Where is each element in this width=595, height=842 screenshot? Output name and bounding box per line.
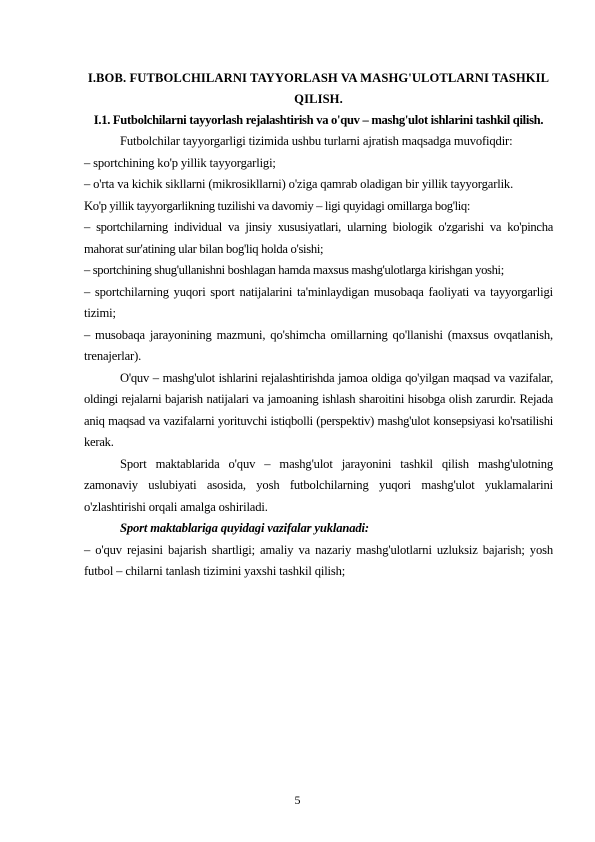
list-item: – sportchining ko'p yillik tayyorgarligi; [84, 155, 276, 170]
list-item: – musobaqa jarayonining mazmuni, qo'shimcha omillarning qo'llanishi (maxsus ovqatlanish, trenajerlar). [84, 327, 553, 363]
list-item: – sportchining shug'ullanishni boshlagan hamda maxsus mashg'ulotlarga kirishgan yoshi; [84, 263, 504, 277]
chapter-title: I.BOB. FUTBOLCHILARNI TAYYORLASH VA MASHG'ULOTLARNI TASHKIL QILISH. [87, 71, 550, 106]
list-item: – sportchilarning individual va jinsiy xususiyatlari, ularning biologik o'zgarishi va ko'pincha mahorat sur'atining ular bilan bog'liq holda o'sishi; [84, 220, 553, 256]
list-item: – o'quv rejasini bajarish shartligi; amaliy va nazariy mashg'ulotlarni uzluksiz bajarish; yosh futbol – chilarni tanlash tizimini yaxshi tashkil qilish; [84, 542, 553, 578]
document-body [84, 68, 553, 583]
paragraph: O'quv – mashg'ulot ishlarini rejalashtirishda jamoa oldiga qo'yilgan maqsad va vazifalar, oldingi rejalarni bajarish natijalari va jamoaning ishlash sharoitini hisobga olish zarurdir. Rejada aniq maqsad va vazifalarni yorituvchi istiqbolli (perspektiv) mashg'ulot konsepsiyasi ko'rsatilishi kerak. [84, 370, 553, 449]
page-number: 5 [294, 793, 301, 807]
section-title: I.1. Futbolchilarni tayyorlash rejalashtirish va o'quv – mashg'ulot ishlarini tashkil qilish. [93, 113, 544, 127]
list-item: – sportchilarning yuqori sport natijalarini ta'minlaydigan musobaqa faoliyati va tayyorgarligi tizimi; [84, 284, 553, 320]
subheading: Sport maktablariga quyidagi vazifalar yuklanadi: [120, 521, 369, 535]
list-item: – o'rta va kichik sikllarni (mikrosikllarni) o'ziga qamrab oladigan bir yillik tayyorgarlik. [84, 177, 514, 191]
paragraph: Ko'p yillik tayyorgarlikning tuzilishi va davomiy – ligi quyidagi omillarga bog'liq: [84, 198, 471, 213]
paragraph: Futbolchilar tayyorgarligi tizimida ushbu turlarni ajratish maqsadga muvofiqdir: [120, 134, 513, 148]
paragraph: Sport maktablarida o'quv – mashg'ulot jarayonini tashkil qilish mashg'ulotning zamonaviy uslubiyati asosida, yosh futbolchilarning yuqori mashg'ulot yuklamalarini o'zlashtirishi orqali amalga oshiriladi. [84, 456, 553, 514]
